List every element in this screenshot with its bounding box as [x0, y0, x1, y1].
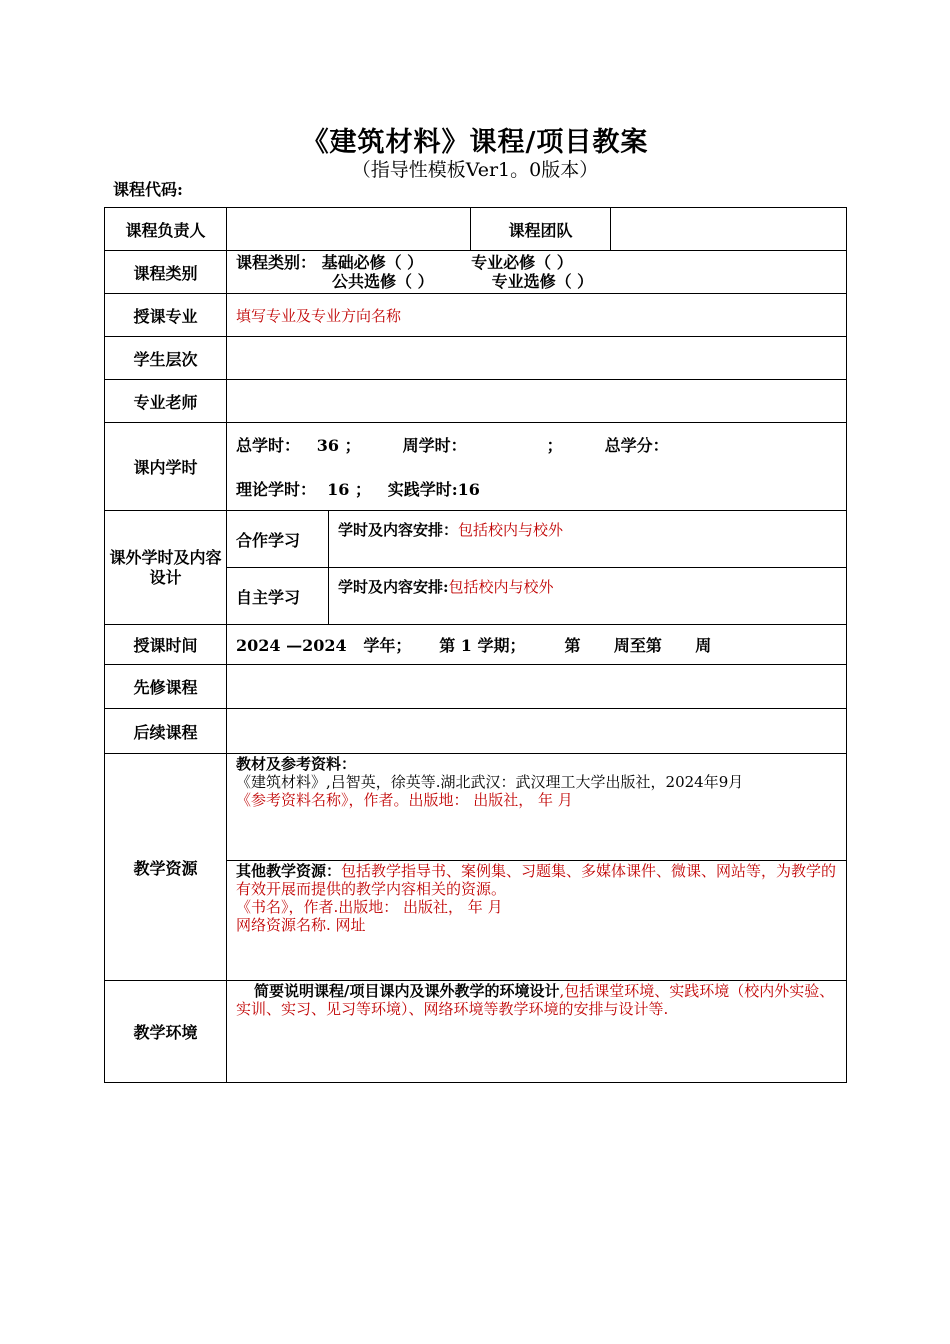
- level-label: 学生层次: [105, 337, 227, 380]
- hours-practice: 实践学时:16: [387, 479, 480, 499]
- res-label: 教学资源: [105, 754, 227, 981]
- lesson-plan-table: [104, 207, 847, 1083]
- row-hours-1: [105, 423, 847, 467]
- hours-semicolon: ；: [546, 436, 563, 456]
- env-red-text[interactable]: ,包括课堂环境、实践环境（校内外实验、实训、实习、见习等环境）、网络环境等教学环境的安排与设计等.: [236, 982, 835, 1018]
- leader-label: 课程负责人: [105, 208, 227, 251]
- hours-theory-label: 理论学时：: [236, 479, 317, 499]
- team-label: 课程团队: [471, 208, 611, 251]
- hours-theory-line: [227, 467, 847, 511]
- res-other-text[interactable]: 包括教学指导书、案例集、习题集、多媒体课件、微课、网站等，为教学的有效开展而提供的教学内容相关的资源。: [236, 862, 837, 898]
- leader-value[interactable]: [227, 208, 471, 251]
- type-label: 课程类别: [105, 251, 227, 294]
- hours-total-label: 总学时：: [236, 436, 301, 456]
- self-arr-value[interactable]: 包括校内与校外: [448, 578, 554, 596]
- res-books: [227, 754, 847, 861]
- self-arr-label: 学时及内容安排:: [338, 578, 449, 596]
- level-value[interactable]: [227, 337, 847, 380]
- env-value: [227, 981, 847, 1083]
- hours-total-value: 36 ；: [316, 436, 361, 456]
- row-resources-books: [105, 754, 847, 861]
- res-other-net[interactable]: 网络资源名称. 网址: [236, 916, 366, 934]
- row-type: [105, 251, 847, 294]
- res-other-book[interactable]: 《书名》，作者.出版地： 出版社， 年 月: [236, 898, 503, 916]
- res-books-title: 教材及参考资料：: [236, 755, 357, 773]
- hours-credit-label: 总学分：: [604, 436, 669, 456]
- coop-arrangement: [329, 511, 847, 568]
- type-option-major-required[interactable]: 专业必修（ ）: [471, 253, 573, 272]
- row-leader: [105, 208, 847, 251]
- self-arrangement: [329, 568, 847, 625]
- type-value: [227, 251, 847, 294]
- outside-label: 课外学时及内容设计: [105, 511, 227, 625]
- env-label: 教学环境: [105, 981, 227, 1083]
- teacher-label: 专业老师: [105, 380, 227, 423]
- type-prefix: 课程类别：: [236, 253, 317, 272]
- coop-label: 合作学习: [227, 511, 329, 568]
- row-time: [105, 625, 847, 665]
- row-level: [105, 337, 847, 380]
- hours-week-label: 周学时：: [402, 436, 467, 456]
- hours-total-line: [227, 423, 847, 467]
- res-other-title: 其他教学资源：: [236, 862, 342, 880]
- type-option-public-elective[interactable]: 公共选修（ ）: [332, 272, 434, 291]
- major-label: 授课专业: [105, 294, 227, 337]
- row-env: [105, 981, 847, 1083]
- time-label: 授课时间: [105, 625, 227, 665]
- self-label: 自主学习: [227, 568, 329, 625]
- coop-arr-value[interactable]: 包括校内与校外: [458, 521, 564, 539]
- res-book-1[interactable]: 《建筑材料》,吕智英，徐英等.湖北武汉：武汉理工大学出版社，2024年9月: [236, 773, 744, 791]
- res-book-2[interactable]: 《参考资料名称》，作者。出版地： 出版社， 年 月: [236, 791, 573, 809]
- prereq-label: 先修课程: [105, 665, 227, 709]
- follow-value[interactable]: [227, 709, 847, 754]
- teacher-value[interactable]: [227, 380, 847, 423]
- hours-label: 课内学时: [105, 423, 227, 511]
- hours-theory-value: 16 ；: [327, 479, 371, 499]
- type-option-major-elective[interactable]: 专业选修（ ）: [491, 272, 594, 291]
- row-coop: [105, 511, 847, 568]
- row-major: [105, 294, 847, 337]
- row-follow: [105, 709, 847, 754]
- course-code-label: 课程代码:: [113, 180, 183, 199]
- type-option-basic-required[interactable]: 基础必修（ ）: [321, 253, 424, 272]
- prereq-value[interactable]: [227, 665, 847, 709]
- row-teacher: [105, 380, 847, 423]
- time-value[interactable]: 2024 —2024 学年； 第 1 学期； 第 周至第 周: [227, 625, 847, 665]
- team-value[interactable]: [611, 208, 847, 251]
- follow-label: 后续课程: [105, 709, 227, 754]
- row-prereq: [105, 665, 847, 709]
- res-other: [227, 861, 847, 981]
- page-title: 《建筑材料》课程/项目教案: [301, 127, 649, 158]
- coop-arr-label: 学时及内容安排：: [338, 521, 459, 539]
- page-subtitle: （指导性模板Ver1。0版本）: [351, 159, 599, 181]
- major-value[interactable]: 填写专业及专业方向名称: [227, 294, 847, 337]
- env-bold-text: 简要说明课程/项目课内及课外教学的环境设计: [254, 982, 560, 1000]
